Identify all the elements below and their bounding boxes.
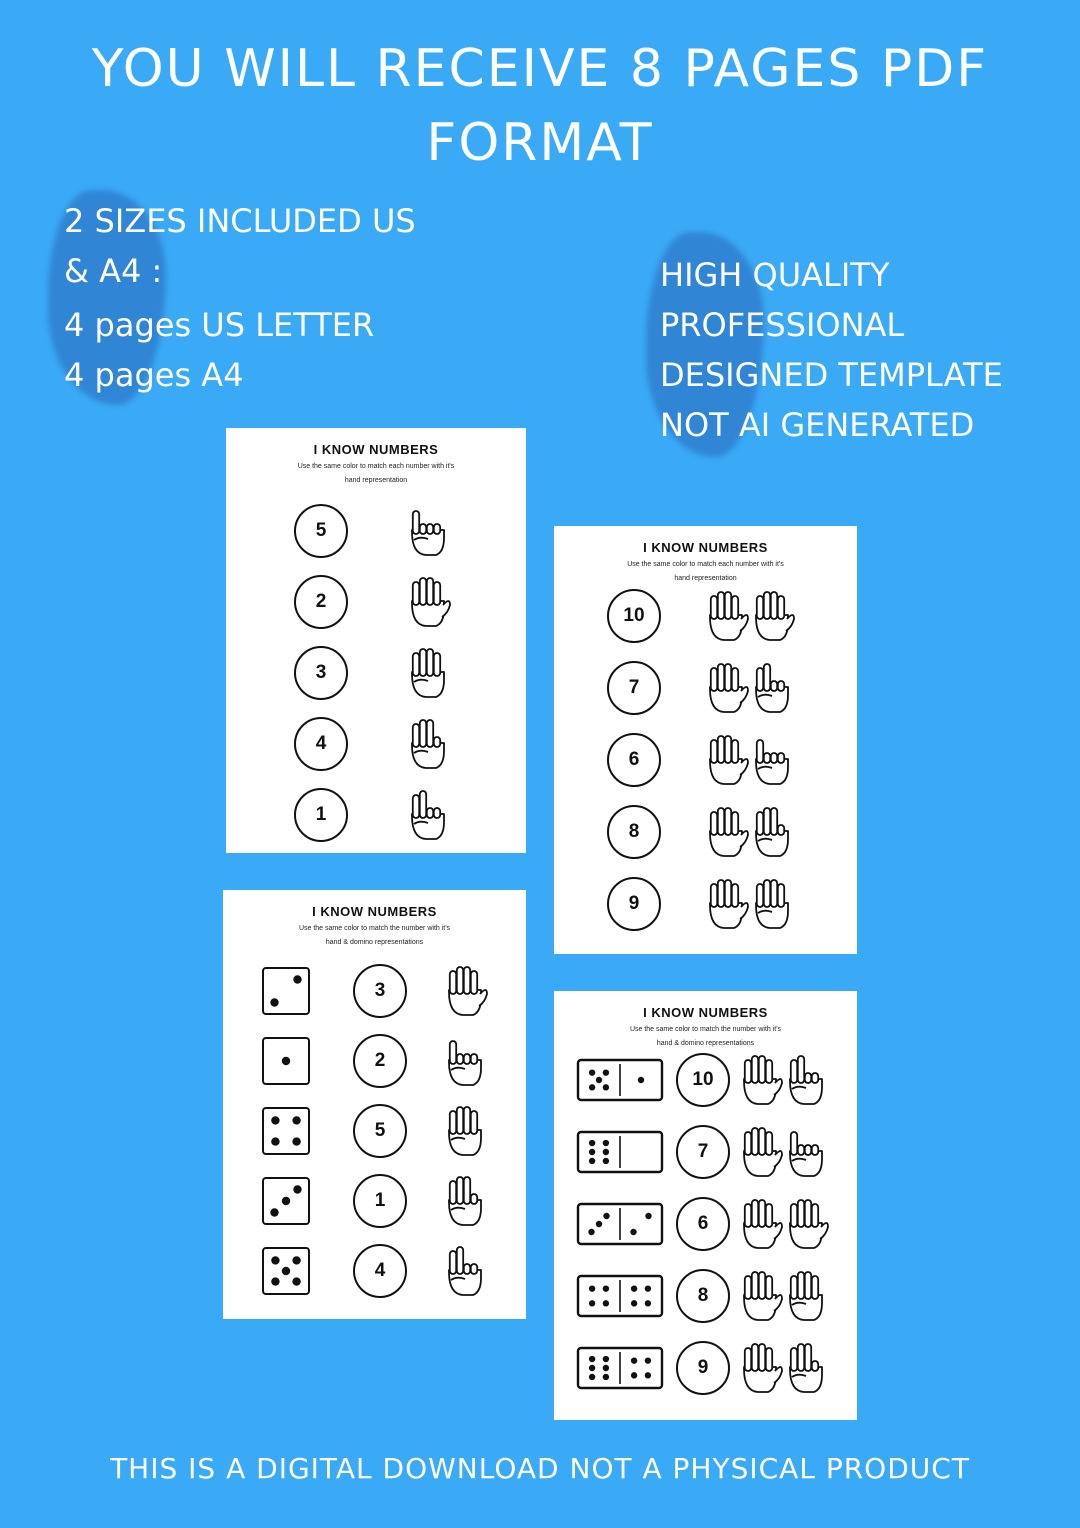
hand-icon <box>704 805 750 859</box>
die-face <box>261 1246 311 1296</box>
hand-icon <box>784 1125 830 1179</box>
die-face <box>261 1106 311 1156</box>
hand-icon <box>443 1244 489 1298</box>
hand-icon <box>750 805 796 859</box>
hand-icon <box>406 717 452 771</box>
sizes-line-2: & A4 : <box>64 252 163 290</box>
hand-icon <box>738 1269 784 1323</box>
hand-icon <box>704 589 750 643</box>
number-circle: 9 <box>607 877 661 931</box>
sizes-line-1: 2 SIZES INCLUDED US <box>64 202 416 240</box>
domino-tile <box>576 1202 664 1246</box>
headline-line-1: YOU WILL RECEIVE 8 PAGES PDF <box>91 39 989 99</box>
hand-icon <box>750 661 796 715</box>
sheet-instructions-2: hand representation <box>674 575 737 582</box>
hand-icon <box>738 1341 784 1395</box>
sheet-instructions: Use the same color to match each number with it's <box>627 561 784 568</box>
domino-tile <box>576 1058 664 1102</box>
headline-line-2: FORMAT <box>426 113 654 173</box>
sheet-title: I KNOW NUMBERS <box>312 904 437 919</box>
hand-icon <box>704 877 750 931</box>
sheet-instructions: Use the same color to match each number with it's <box>297 463 455 470</box>
worksheet-preview-1 <box>226 428 526 853</box>
number-circle: 7 <box>607 661 661 715</box>
die-face <box>261 1036 311 1086</box>
number-circle: 5 <box>353 1104 407 1158</box>
die-face <box>261 1176 311 1226</box>
hand-icon <box>406 788 452 842</box>
number-circle: 1 <box>353 1174 407 1228</box>
number-circle: 10 <box>607 589 661 643</box>
number-circle: 1 <box>294 788 348 842</box>
quality-line-4: NOT AI GENERATED <box>660 406 975 444</box>
sheet-instructions-2: hand & domino representations <box>656 1040 755 1047</box>
hand-icon <box>784 1197 830 1251</box>
hand-icon <box>704 733 750 787</box>
hand-icon <box>738 1053 784 1107</box>
sheet-title: I KNOW NUMBERS <box>643 1005 768 1020</box>
number-circle: 7 <box>676 1125 730 1179</box>
sheet-instructions: Use the same color to match the number with it's <box>298 925 451 932</box>
hand-icon <box>738 1197 784 1251</box>
number-circle: 3 <box>294 646 348 700</box>
number-circle: 6 <box>676 1197 730 1251</box>
sheet-instructions-2: hand & domino representations <box>325 939 424 946</box>
number-circle: 4 <box>353 1244 407 1298</box>
hand-icon <box>750 589 796 643</box>
hand-icon <box>750 733 796 787</box>
sheet-instructions-2: hand representation <box>344 477 408 484</box>
sizes-info <box>64 196 416 400</box>
hand-icon <box>784 1053 830 1107</box>
hand-icon <box>704 661 750 715</box>
number-circle: 4 <box>294 717 348 771</box>
hand-icon <box>738 1125 784 1179</box>
number-circle: 9 <box>676 1341 730 1395</box>
hand-icon <box>443 1174 489 1228</box>
number-circle: 8 <box>607 805 661 859</box>
sheet-title: I KNOW NUMBERS <box>313 442 439 457</box>
domino-tile <box>576 1274 664 1318</box>
worksheet-preview-2 <box>554 526 857 954</box>
number-circle: 6 <box>607 733 661 787</box>
quality-line-1: HIGH QUALITY <box>660 256 890 294</box>
number-circle: 10 <box>676 1053 730 1107</box>
headline <box>40 32 1040 180</box>
quality-line-3: DESIGNED TEMPLATE <box>660 356 1003 394</box>
worksheet-preview-3 <box>223 890 526 1319</box>
footer-note: THIS IS A DIGITAL DOWNLOAD NOT A PHYSICAL PRODUCT <box>110 1452 970 1485</box>
hand-icon <box>406 504 452 558</box>
number-circle: 8 <box>676 1269 730 1323</box>
number-circle: 3 <box>353 964 407 1018</box>
hand-icon <box>443 1034 489 1088</box>
hand-icon <box>406 575 452 629</box>
hand-icon <box>750 877 796 931</box>
die-face <box>261 966 311 1016</box>
worksheet-preview-4 <box>554 991 857 1420</box>
quality-info <box>660 250 1003 450</box>
number-circle: 2 <box>353 1034 407 1088</box>
sizes-line-3: 4 pages US LETTER <box>64 306 375 344</box>
hand-icon <box>784 1341 830 1395</box>
sizes-line-4: 4 pages A4 <box>64 356 244 394</box>
sheet-title: I KNOW NUMBERS <box>643 540 768 555</box>
hand-icon <box>443 1104 489 1158</box>
hand-icon <box>406 646 452 700</box>
domino-tile <box>576 1130 664 1174</box>
number-circle: 5 <box>294 504 348 558</box>
sheet-instructions: Use the same color to match the number with it's <box>629 1026 782 1033</box>
domino-tile <box>576 1346 664 1390</box>
number-circle: 2 <box>294 575 348 629</box>
quality-line-2: PROFESSIONAL <box>660 306 905 344</box>
hand-icon <box>784 1269 830 1323</box>
hand-icon <box>443 964 489 1018</box>
